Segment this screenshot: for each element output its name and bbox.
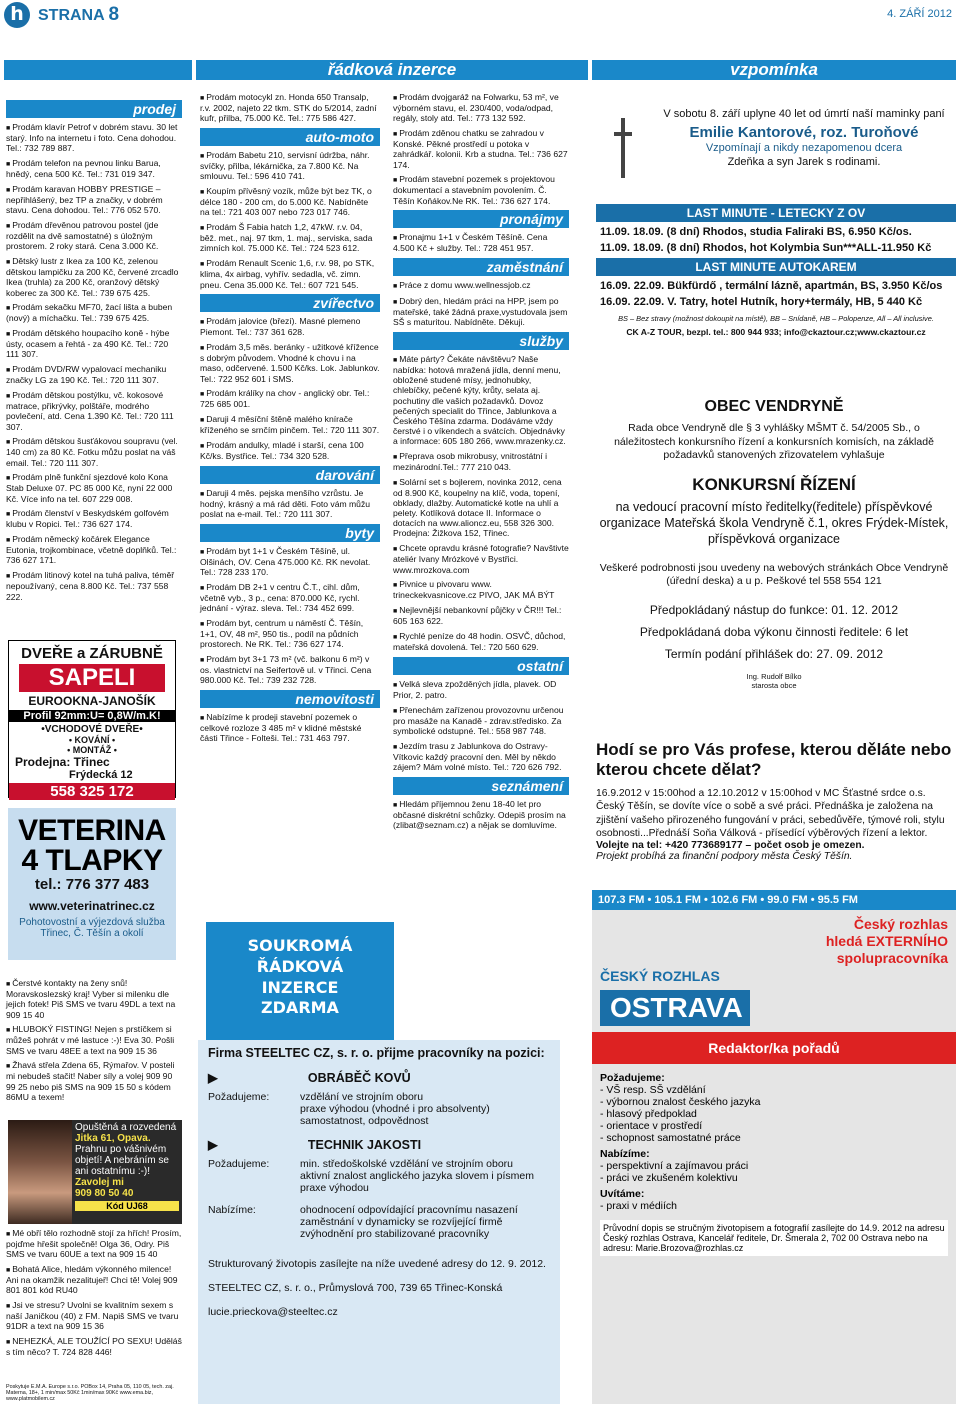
section-pronajmy: pronájmy (393, 210, 569, 228)
steeltec-cv: Strukturovaný životopis zasílejte na níže uvedené adresy do 12. 9. 2012. (208, 1258, 546, 1270)
classified-item: ■ Rychlé peníze do 48 hodin. OSVČ, důchod, mateřská dovolená. Tel.: 720 560 629. (393, 631, 569, 652)
lm-row-1: 11.09. 18.09. (8 dní) Rhodos, studia Faliraki BS, 6.950 Kč/os. (600, 226, 912, 238)
band-left (4, 60, 192, 80)
job-obrabec: ▶ OBRÁBĚČ KOVŮ (208, 1071, 411, 1085)
classified-item: ■ Prodám plně funkční sjezdové kolo Kona Stab Deluxe 07. PC 85 000 Kč, nyní 22 000 Kč. Více info na tel. 607 229 008. (6, 472, 182, 504)
dating-item: ■ Jsi ve stresu? Uvolni se kvalitním sexem s naší Janičkou (40) z FM. Napiš SMS ve tvaru 91DR a text na 909 15 36 (6, 1300, 182, 1332)
classified-item: ■ Přenechám zařízenou provozovnu určenou pro masáže na Kanadě - zdrav.středisko. Za symbolické odstupné. Tel.: 558 987 748. (393, 705, 569, 737)
classified-item: ■ Hledám příjemnou ženu 18-40 let pro občasné diskrétní schůzky. Odepiš prosím na (zlibat@seznam.cz) a nějak se domluvíme. (393, 799, 569, 831)
classified-item: ■ Prodám dřevěnou patrovou postel (jde rozdělit na dvě samostatné) s úložným prostorem. 2 roky stará. Cena 3.000 Kč. (6, 220, 182, 252)
job1-req-label: Požadujeme: (208, 1091, 270, 1103)
job2-req-list (300, 1158, 534, 1194)
dating-item: ■ Bohatá Alice, hledám výkonného milence! Ani na okamžik nezalitujeř! Chci tě! Volej 909 801 801 kód RU40 (6, 1264, 182, 1296)
classified-item: ■ Prodám zděnou chatku se zahradou v Konské. Pěkné prostředí u potoka v zahrádkář. kolonii. Krb a studna. Tel.: 736 627 174. (393, 128, 569, 170)
cro-req: - orientace v prostředí (600, 1120, 703, 1133)
veterina-ad (8, 808, 176, 960)
seznamky-2 (6, 1228, 182, 1362)
section-byty: byty (200, 524, 380, 542)
hodi-box (592, 740, 956, 886)
obec-box (592, 392, 956, 728)
prodej-list (6, 122, 182, 602)
cro-body (592, 1064, 956, 1260)
classified-item: ■ Daruji 4 měsíční štěně malého knírače kříženého se srnčím pinčem. Tel.: 720 111 307. (200, 414, 380, 435)
section-ostatni: ostatní (393, 657, 569, 675)
photo-ad-l2: Jitka 61, Opava. (75, 1133, 151, 1144)
classified-item: ■ Prodám motocykl zn. Honda 650 Transalp, r.v. 2002, najeto 22 tkm. STK do 5/2014, zadní kufr, přilba, 75.000 Kč. Tel.: 775 586 427. (200, 92, 380, 124)
classified-item: ■ Prodám dětskou postýlku, vč. kokosové matrace, přikrývky, polštáře, modrého povlečení, atd. Cena 1.390 Kč. Tel.: 720 111 307. (6, 390, 182, 432)
obec-p3: Veškeré podrobnosti jsou uvedeny na webových stránkách Obce Vendryně (úřední deska) a u p. Peškové tel 558 554 121 (599, 561, 949, 588)
job2-req-label: Požadujeme: (208, 1158, 270, 1170)
sapeli-prodejna: Prodejna: Třinec (15, 755, 110, 769)
obec-title: OBEC VENDRYNĚ (704, 398, 844, 415)
cro-want-title: Uvítáme: (600, 1188, 645, 1201)
section-seznameni: seznámení (393, 777, 569, 795)
photo-ad-l3: Prahnu po vášnivém objetí! A nebráním se ani ostatnímu :-)! (75, 1144, 169, 1177)
page-label-text: STRANA (38, 7, 105, 24)
photo-ad (72, 1120, 182, 1224)
sapeli-montaz: • MONTÁŽ • (67, 745, 117, 755)
obec-title2: KONKURSNÍ ŘÍZENÍ (692, 474, 856, 494)
vzpominka-l3: Zdeňka a syn Jarek s rodinami. (727, 156, 881, 168)
cro-brand: ČESKÝ ROZHLAS (600, 968, 720, 985)
cro-offer-title: Nabízíme: (600, 1148, 650, 1161)
steeltec-title: Firma STEELTEC CZ, s. r. o. přijme pracovníky na pozici: (208, 1046, 545, 1060)
job1-req: samostatnost, odpovědnost (300, 1115, 429, 1127)
photo-ad-l4: Zavolej mi (75, 1177, 124, 1188)
cro-req: - hlasový předpoklad (600, 1108, 697, 1121)
classified-item: ■ Prodám Š Fabia hatch 1,2, 47kW. r.v. 04, běž. met., naj. 97 tkm, 1. maj., serviska, sada zimních kol. 75.000 Kč. Tel.: 724 523 612. (200, 222, 380, 254)
job2-req-row (208, 1158, 550, 1194)
steeltec-addr: STEELTEC CZ, s. r. o., Průmyslová 700, 739 65 Třinec-Konská (208, 1282, 503, 1294)
section-prodej: prodej (6, 100, 182, 118)
classified-item: ■ Prodám jalovice (březí). Masné plemeno Piemont. Tel.: 737 361 628. (200, 316, 380, 337)
vet-line2: 4 TLAPKY (21, 844, 163, 877)
sapeli-ulice: Frýdecká 12 (69, 769, 133, 781)
cro-offer-list (600, 1160, 948, 1184)
obec-d3: Termín podání přihlášek do: 27. 09. 2012 (664, 647, 884, 662)
lm-row-3: 16.09. 22.09. Bükfürdő , termální lázně, apartmán, BS, 3.950 Kč/os (600, 280, 943, 292)
cro-want-list (600, 1200, 948, 1212)
cro-offer: - práci ve zkušeném kolektivu (600, 1172, 738, 1185)
cro-want: - praxi v médiích (600, 1200, 678, 1213)
band-radkova-inzerce: řádková inzerce (196, 60, 588, 80)
offer-item: ohodnocení odpovídající pracovnímu nasazení (300, 1204, 518, 1216)
hodi-body: 16.9.2012 v 15:00hod a 12.10.2012 v 15:00hod v MC Šťastné srdce o.s. Český Těšín, se dovíte více o sobě a své práci. Přednáška je založena na zjištění vašeho přirozeného fungování v práci, sebedůvěře, týmové roli, stylu osobnosti...Přednáší Soňa Válková - přísedící výběrových řízení a lektor. (596, 787, 945, 839)
cro-l2: hledá EXTERNÍHO (825, 932, 948, 949)
cro-req-title: Požadujeme: (600, 1072, 665, 1085)
dating-item: ■ HLUBOKÝ FISTING! Nejen s prstíčkem si můžeš pohrát v mé lastuce :-)! Eva 30. Pošli SMS ve tvaru 48EE a text na 909 15 36 (6, 1024, 182, 1056)
classified-item: ■ Prodám karavan HOBBY PRESTIGE – nepřihlášený, bez TP a značky, v dobrém stavu. Cena dohodou. Tel.: 776 052 570. (6, 184, 182, 216)
vet-sub: Pohotovostní a výjezdová služba Třinec, Č. Těšín a okolí (19, 917, 165, 939)
classified-item: ■ Koupím přívěsný vozík, může být bez TK, o délce 180 - 200 cm, do 5.000 Kč. Nabídněte na tel.: 721 403 007 nebo 723 017 746. (200, 186, 380, 218)
classified-item: ■ Prodám dětského houpacího koně - hýbe ústy, ocasem a řehtá - za 490 Kč. Tel.: 720 111 307. (6, 328, 182, 360)
steeltec-mail[interactable]: lucie.prieckova@steeltec.cz (208, 1306, 338, 1318)
soukroma-line: SOUKROMÁ (247, 936, 353, 955)
classified-item: ■ Solární set s bojlerem, novinka 2012, cena od 8.900 Kč, koupelny na klíč, voda, topení, obklady, dlažby. Automatické kotle na uhlí a pelety. Kotlíková dotace II. Informace o dotacích na www.alioncz.eu, 558 326 300. Prodejna: Žižkova 152, Třinec. (393, 477, 569, 539)
lm-head-2: LAST MINUTE AUTOKAREM (596, 258, 956, 276)
job1-name: OBRÁBĚČ KOVŮ (307, 1071, 411, 1085)
cro-req-list (600, 1084, 948, 1144)
classified-item: ■ Prodám stavební pozemek s projektovou dokumentací a stavebním povolením. Č. Těšín Koňákov.Ne RK. Tel.: 736 627 174. (393, 174, 569, 206)
last-minute-box (596, 204, 956, 354)
seznamky-1 (6, 978, 182, 1106)
classified-item: ■ Nabízíme k prodeji stavební pozemek o celkové rozloze 3 485 m² v klidné městské části Třince - Folteši. Tel.: 731 463 797. (200, 712, 380, 744)
vet-web: www.veterinatrinec.cz (29, 899, 155, 913)
obec-d1: Předpokládaný nástup do funkce: 01. 12. 2012 (649, 602, 899, 617)
soukroma-line: ŘÁDKOVÁ (256, 956, 344, 976)
column-2 (200, 92, 380, 748)
classified-item: ■ Prodám králíky na chov - anglický obr. Tel.: 725 685 001. (200, 388, 380, 409)
obec-p2: na vedoucí pracovní místo ředitelky(ředitele) příspěvkové organizace Mateřská škola Vendryně č.1, okres Frýdek-Místek, příspěvková organizace (599, 499, 949, 547)
classified-item: ■ Velká sleva zpožděných jídla, plavek. OD Prior, 2. patro. (393, 679, 569, 700)
sapeli-line1: DVEŘE a ZÁRUBNĚ (21, 645, 163, 662)
classified-item: ■ Prodám DVD/RW vypalovací mechaniku značky LG za 190 Kč. Tel.: 720 111 307. (6, 364, 182, 385)
obec-d2: Předpokládaná doba výkonu činnosti ředitele: 6 let (639, 625, 909, 640)
cro-l1: Český rozhlas (853, 916, 948, 932)
classified-item: ■ Prodám dvojgaráž na Folwarku, 53 m², ve výborném stavu, el. 230/400, voda/odpad, regály, stoly atd. Tel.: 773 132 592. (393, 92, 569, 124)
dating-item: ■ Čerstvé kontakty na ženy snů! Moravskoslezský kraj! Vyber si milenku dle jejich fotek! Piš SMS ve tvaru 49DL a text na 909 15 40 (6, 978, 182, 1020)
job1-req: praxe výhodou (vhodné i pro absolventy) (300, 1103, 490, 1115)
classified-item: ■ Chcete opravdu krásné fotografie? Navštivte ateliér Ivany Mrózkové v Bystřici. www.mrozkova.com (393, 543, 569, 575)
cro-l3: spolupracovníka (836, 949, 948, 966)
cro-offer: - perspektivní a zajímavou práci (600, 1160, 749, 1173)
offer-list (300, 1204, 518, 1240)
classified-item: ■ Dětský lustr z Ikea za 100 Kč, zelenou dětskou lampičku za 200 Kč, červené zrcadlo Ikea (truhla) za 200 Kč, oranžový dětský koberec za 300 Kč. Tel.: 739 675 425. (6, 256, 182, 298)
column-3 (393, 92, 569, 835)
page-header (0, 0, 960, 30)
hodi-title: Hodí se pro Vás profese, kterou děláte nebo kterou chcete dělat? (596, 740, 952, 780)
classified-item: ■ Nejlevnější nebankovní půjčky v ČR!!! Tel.: 605 163 622. (393, 605, 569, 626)
classified-item: ■ Jezdím trasu z Jablunkova do Ostravy-Vítkovic každý pracovní den. Měl by někdo zájem? Mám volné místo. Tel.: 720 626 792. (393, 741, 569, 773)
sapeli-dealer: EUROOKNA-JANOŠÍK (28, 694, 156, 708)
classified-item: ■ Pivnice u pivovaru www. trineckekvasnicove.cz PIVO, JAK MÁ BÝT (393, 579, 569, 600)
sapeli-kovani: • KOVÁNÍ • (68, 735, 116, 745)
classified-item: ■ Prodám Babetu 210, servisní údržba, náhr. svíčky, přilba, lékárnička, za 7.800 Kč. Na smlouvu. Tel.: 596 410 741. (200, 150, 380, 182)
issue-date: 4. ZÁŘÍ 2012 (887, 8, 952, 20)
vzpominka-l2: Vzpomínají a nikdy nezapomenou dcera (705, 142, 903, 154)
vzpominka-name: Emilie Kantorové, roz. Turoňové (689, 124, 919, 141)
cro-foot: Průvodní dopis se stručným životopisem a fotografií zasílejte do 14.9. 2012 na adresu Český rozhlas Ostrava, Kancelář ředitele, Dr. Šmeralа 2, 702 00 Ostrava nebo na adresu: Marie.Brozova@rozhlas.cz (600, 1220, 948, 1256)
lm-contact: CK A-Z TOUR, bezpl. tel.: 800 944 933; info@ckaztour.cz;www.ckaztour.cz (626, 327, 926, 337)
steeltec-ad (198, 1040, 560, 1404)
soukroma-line: ZDARMA (261, 998, 339, 1018)
photo-woman (8, 1120, 72, 1224)
classified-item: ■ Prodám dětskou šusťákovou soupravu (vel. 140 cm) za 80 Kč. Fotku můžu poslat na váš email. Tel.: 720 111 307. (6, 436, 182, 468)
column-1 (6, 98, 182, 606)
obec-p1: Rada obce Vendryně dle § 3 vyhlášky MŠMT č. 54/2005 Sb., o náležitostech konkursního řízení a konkursních komisích, na základě požadavků stanovených zřizovatelem vyhlašuje (614, 422, 934, 462)
soukroma-inzerce-badge (206, 922, 394, 1040)
hodi-italic: Projekt probíhá za finanční podpory města Český Těšín. (596, 851, 853, 863)
sapeli-tel: 558 325 172 (9, 783, 175, 800)
classified-item: ■ Prodám členství v Beskydském golfovém klubu v Ropici. Tel.: 736 627 174. (6, 508, 182, 529)
offer-label: Nabízíme: (208, 1204, 256, 1216)
classified-item: ■ Práce z domu www.wellnessjob.cz (393, 280, 569, 291)
offer-row (208, 1204, 550, 1240)
cro-ostrava: OSTRAVA (600, 990, 750, 1026)
vet-tel: tel.: 776 377 483 (34, 876, 150, 893)
classified-item: ■ Přeprava osob mikrobusy, vnitrostátní i mezinárodní.Tel.: 777 210 043. (393, 451, 569, 472)
lm-head-1: LAST MINUTE - LETECKY Z OV (596, 204, 956, 222)
radio-freq: 107.3 FM • 105.1 FM • 102.6 FM • 99.0 FM • 95.5 FM (592, 890, 956, 910)
job1-req-row (208, 1091, 550, 1127)
job1-req: vzdělání ve strojním oboru (300, 1091, 424, 1103)
dating-item: ■ NEHEZKÁ, ALE TOUŽÍCÍ PO SEXU! Uděláš s tím něco? T. 724 828 446! (6, 1336, 182, 1357)
band-vzpominka: vzpomínka (592, 60, 956, 80)
classified-item: ■ Prodám byt 1+1 v Českém Těšíně, ul. Olšinách, OV. Cena 475.000 Kč. RK nevolat. Tel.: 728 233 170. (200, 546, 380, 578)
lm-row-2: 11.09. 18.09. (8 dní) Rhodos, hot Kolymbia Sun***ALL-11.950 Kč (600, 242, 932, 254)
section-zviřectvo: zvířectvo (200, 294, 380, 312)
classified-item: ■ Prodám byt, centrum u náměstí Č. Těšín, 1+1, OV, 48 m², 950 tis., podíl na půdních prostorech. Ne RK. Tel.: 736 627 174. (200, 618, 380, 650)
footer-note: Poskytuje E.M.A. Europe s.r.o. POBox 14, Praha 05, 110 05, tech. zaj. Materna, 18+, 1 min/max 50Kč 1min/max 90Kč www.ema.biz, www.platmobilem.cz (6, 1384, 174, 1403)
page-number: 8 (108, 4, 120, 25)
sapeli-ad (8, 640, 176, 798)
page-label (38, 4, 119, 26)
vzpominka-text: V sobotu 8. září uplyne 40 let od úmrtí naší maminky paní (663, 108, 945, 120)
photo-ad-kod: Kód UJ68 (75, 1201, 179, 1211)
dating-item: ■ Žhavá střela Zdena 65, Rýmařov. V posteli mi nebudeš stačit! Naber síly a volej 909 90 99 25 nebo piš SMS na 909 15 50 s kódem 86MU a texem! (6, 1060, 182, 1102)
classified-item: ■ Prodám německý kočárek Elegance Eutonia, trojkombinace, včetně doplňků. Tel.: 736 627 171. (6, 534, 182, 566)
job2-name: TECHNIK JAKOSTI (307, 1138, 422, 1152)
dating-item: ■ Mé obří tělo rozhodně stojí za hřích! Prosím, pojďme hřešit společně! Olga 36, Odry. Piš SMS ve tvaru 60UE a text na 909 15 40 (6, 1228, 182, 1260)
classified-item: ■ Máte párty? Čekáte návštěvu? Naše nabídka: hotová mražená jídla, denní menu, obložené studené mísy, jednohubky, chlebíčky, pečené kýty, krůty, selata aj. pochutiny dle vašich požadavků. Dovoz pečených specialit do Třince, Jablunkova a Českého Těšína zdarma. Dodáváme vždy čerstvé i o víkendech a svátcích. Objednávky a informace: 605 180 266, www.mrazenky.cz. (393, 354, 569, 446)
classified-item: ■ Prodám telefon na pevnou linku Barua, hnědý, cena 500 Kč. Tel.: 731 019 347. (6, 158, 182, 179)
obec-sign1: Ing. Rudolf Bílko (746, 672, 802, 682)
photo-ad-l1: Opuštěná a rozvedená (75, 1122, 177, 1133)
classified-item: ■ Dobrý den, hledám práci na HPP, jsem po mateřské, také žádná praxe,vystudovala jsem SŠ s maturitou. Nabídněte. Děkuji. (393, 296, 569, 328)
logo-icon: h (4, 2, 30, 28)
job2-req: min. středoškolské vzdělání ve strojním oboru (300, 1158, 514, 1170)
vzpominka-box (592, 92, 956, 192)
offer-item: zaměstnání v dynamicky se rozvíjející firmě (300, 1216, 503, 1228)
section-zamestnani: zaměstnání (393, 258, 569, 276)
section-sluzby: služby (393, 332, 569, 350)
classified-item: ■ Prodám byt 3+1 73 m² (vč. balkonu 6 m²) v os. vlastnictví na Seifertově ul. v Třinci. Cena 980.000 Kč. Tel.: 739 232 728. (200, 654, 380, 686)
classified-item: ■ Prodám litinový kotel na tuhá paliva, téměř nepoužívaný, cena 8.800 Kč. Tel.: 737 558 222. (6, 570, 182, 602)
classified-item: ■ Prodám Renault Scenic 1,6, r.v. 98, po STK, klima, 4x airbag, vyhřív. sedadla, vč. zimn. pneu. Cena 35.000 Kč. Tel.: 607 721 545. (200, 258, 380, 290)
cro-req: - VŠ resp. SŠ vzdělání (600, 1084, 706, 1097)
section-auto-moto: auto-moto (200, 128, 380, 146)
obec-sign2: starosta obce (751, 681, 797, 691)
cro-redaktor: Redaktor/ka pořadů (592, 1032, 956, 1064)
classified-item: ■ Prodám sekačku MF70, žací lišta a buben (nový) a míchačku. Tel.: 739 675 425. (6, 302, 182, 323)
cro-req: - výbornou znalost českého jazyka (600, 1096, 761, 1109)
classified-item: ■ Prodám andulky, mladé i starší, cena 100 Kč/ks. Bystřice. Tel.: 734 320 528. (200, 440, 380, 461)
section-darovani: darování (200, 466, 380, 484)
classified-item: ■ Daruji 4 měs. pejska menšího vzrůstu. Je hodný, krásný a má rád děti. Foto vám můžu poslat na e-mail. Tel.: 720 111 307. (200, 488, 380, 520)
classified-item: ■ Prodám klavír Petrof v dobrém stavu. 30 let starý. Info na internetu i foto. Cena dohodou. Tel.: 732 789 887. (6, 122, 182, 154)
sapeli-vchod: •VCHODOVÉ DVEŘE• (41, 724, 143, 735)
lm-row-4: 16.09. 22.09. V. Tatry, hotel Hutník, hory+termály, HB, 5 440 Kč (600, 296, 923, 308)
sapeli-profil: Profil 92mm:U= 0,8W/m.K! (9, 710, 175, 722)
job-technik: ▶ TECHNIK JAKOSTI (208, 1138, 422, 1152)
sapeli-brand: SAPELI (19, 664, 165, 692)
job2-req: aktivní znalost anglického jazyka slovem i písmem (300, 1170, 535, 1182)
cro-req: - schopnost samostatné práce (600, 1132, 741, 1145)
cesky-rozhlas-ad (592, 890, 956, 1404)
vet-line1: VETERINA (18, 814, 166, 847)
soukroma-line: INZERCE (261, 977, 339, 997)
hodi-bold: Volejte na tel: +420 773689177 – počet osob je omezen. (596, 840, 865, 852)
cross-icon (614, 118, 632, 178)
section-nemovitosti: nemovitosti (200, 690, 380, 708)
classified-item: ■ Pronajmu 1+1 v Českém Těšíně. Cena 4.500 Kč + služby. Tel.: 728 451 957. (393, 232, 569, 253)
lm-note: BS – Bez stravy (možnost dokoupit na místě), BB – Snídaně, HB – Polopenze, All – All inclusive. (618, 314, 934, 323)
job2-req: praxe výhodou (300, 1182, 369, 1194)
offer-item: zvýhodnění pro stabilizované pracovníky (300, 1228, 490, 1240)
classified-item: ■ Prodám DB 2+1 v centru Č.T., cihl. dům, včetně vyb., 3 p., cena: 870.000 Kč, rychl. jednání - výraz. sleva. Tel.: 734 452 699. (200, 582, 380, 614)
classified-item: ■ Prodám 3,5 měs. beránky - užitkové křížence s dobrým původem. Vhodné k chovu i na maso, odčervené. 1.500 Kč/ks. Lok. Jablunkov. Tel.: 722 952 601 i SMS. (200, 342, 380, 384)
job1-req-list (300, 1091, 490, 1127)
photo-ad-l5: 909 80 50 40 (75, 1188, 134, 1199)
